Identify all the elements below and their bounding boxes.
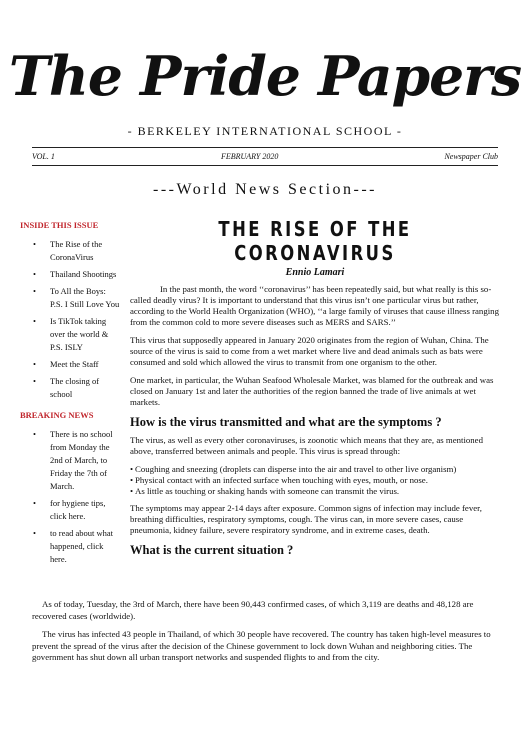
inside-item[interactable]: • The closing of school [20, 375, 120, 401]
article-paragraph: The virus, as well as every other coronaviruses, is zoonotic which means that they are, as mentioned above, transferred between animals and people. This virus is spread through: [130, 435, 483, 456]
article-paragraph: One market, in particular, the Wuhan Seafood Wholesale Market, was blamed for the outbreak and was closed on January 1st and later the authorities of the region banned the trade of live animals at wet markets. [130, 375, 494, 407]
article-paragraph: This virus that supposedly appeared in January 2020 originates from the region of Wuhan, China. The source of the virus is said to come from a wet market where live and dead animals such as bats were consumed and sold which allowed the virus to transmit from one organism to the other. [130, 335, 489, 367]
issue-meta [32, 152, 498, 161]
article-paragraph: As of today, Tuesday, the 3rd of March, there have been 90,443 confirmed cases, of which 3,119 are deaths and 48,128 are recovered cases (worldwide). [32, 599, 474, 621]
inside-item[interactable]: • To All the Boys: P.S. I Still Love You [20, 285, 120, 311]
breaking-item: • There is no school from Monday the 2nd of March, to Friday the 7th of March. [20, 428, 120, 493]
article-headline: THE RISE OF THE CORONAVIRUS [218, 217, 412, 265]
inside-issue-heading: INSIDE THIS ISSUE [20, 220, 99, 230]
article-paragraph: In the past month, the word ‘‘coronavirus’’ has been repeatedly said, but what really is this so-called deadly virus? It is important to understand that this virus isn’t one particular virus but rather, according to the World Health Organization (WHO), ‘‘a large family of viruses that cause illness ranging from the common cold to more severe diseases such as MERS and SARS.’’ [130, 284, 499, 327]
breaking-item-hygiene-link[interactable]: • for hygiene tips, click here. [20, 497, 120, 523]
volume-label: VOL. 1 [32, 152, 55, 161]
breaking-item-read-link[interactable]: • to read about what happened, click here. [20, 527, 120, 566]
transmission-item: • As little as touching or shaking hands with someone can transmit the virus. [130, 486, 500, 497]
article [130, 217, 500, 563]
bottom-rule [32, 165, 498, 166]
transmission-item: • Coughing and sneezing (droplets can disperse into the air and travel to other live organism) [130, 464, 500, 475]
inside-item[interactable]: • The Rise of the CoronaVirus [20, 238, 120, 264]
article-paragraph: The virus has infected 43 people in Thailand, of which 30 people have recovered. The country has taken high-level measures to prevent the spread of the virus after the decision of the Chinese government to lock down Wuhan and neighboring cities. The government has shut down all urban transport networks and suspended flights to and from the city. [32, 629, 491, 662]
subheading-current-situation: What is the current situation ? [130, 543, 294, 557]
breaking-news-list [20, 428, 120, 566]
club-name: Newspaper Club [444, 152, 498, 161]
article-paragraph: The symptoms may appear 2-14 days after exposure. Common signs of infection may include fever, breathing difficulties, respiratory symptoms, cough. The virus can, in more severe cases, cause pneumonia, kidney failure, severe respiratory syndrome, and in extreme cases, death. [130, 503, 482, 535]
school-name: - BERKELEY INTERNATIONAL SCHOOL - [127, 124, 403, 138]
subheading-transmission: How is the virus transmitted and what are the symptoms ? [130, 415, 442, 429]
section-title: ---World News Section--- [153, 181, 377, 198]
article-author: Ennio Lamari [285, 267, 345, 278]
inside-item[interactable]: • Thailand Shootings [20, 268, 120, 281]
inside-item[interactable]: • Meet the Staff [20, 358, 120, 371]
sidebar [20, 219, 120, 570]
masthead-title: The Pride Papers [8, 44, 522, 108]
issue-date: FEBRUARY 2020 [220, 152, 279, 161]
article-continued [32, 599, 500, 671]
transmission-item: • Physical contact with an infected surface when touching with eyes, mouth, or nose. [130, 475, 500, 486]
top-rule [32, 147, 498, 148]
inside-issue-list [20, 238, 120, 401]
breaking-news-heading: BREAKING NEWS [20, 410, 94, 420]
transmission-list [130, 464, 500, 497]
inside-item[interactable]: • Is TikTok taking over the world & P.S. ISLY [20, 315, 120, 354]
